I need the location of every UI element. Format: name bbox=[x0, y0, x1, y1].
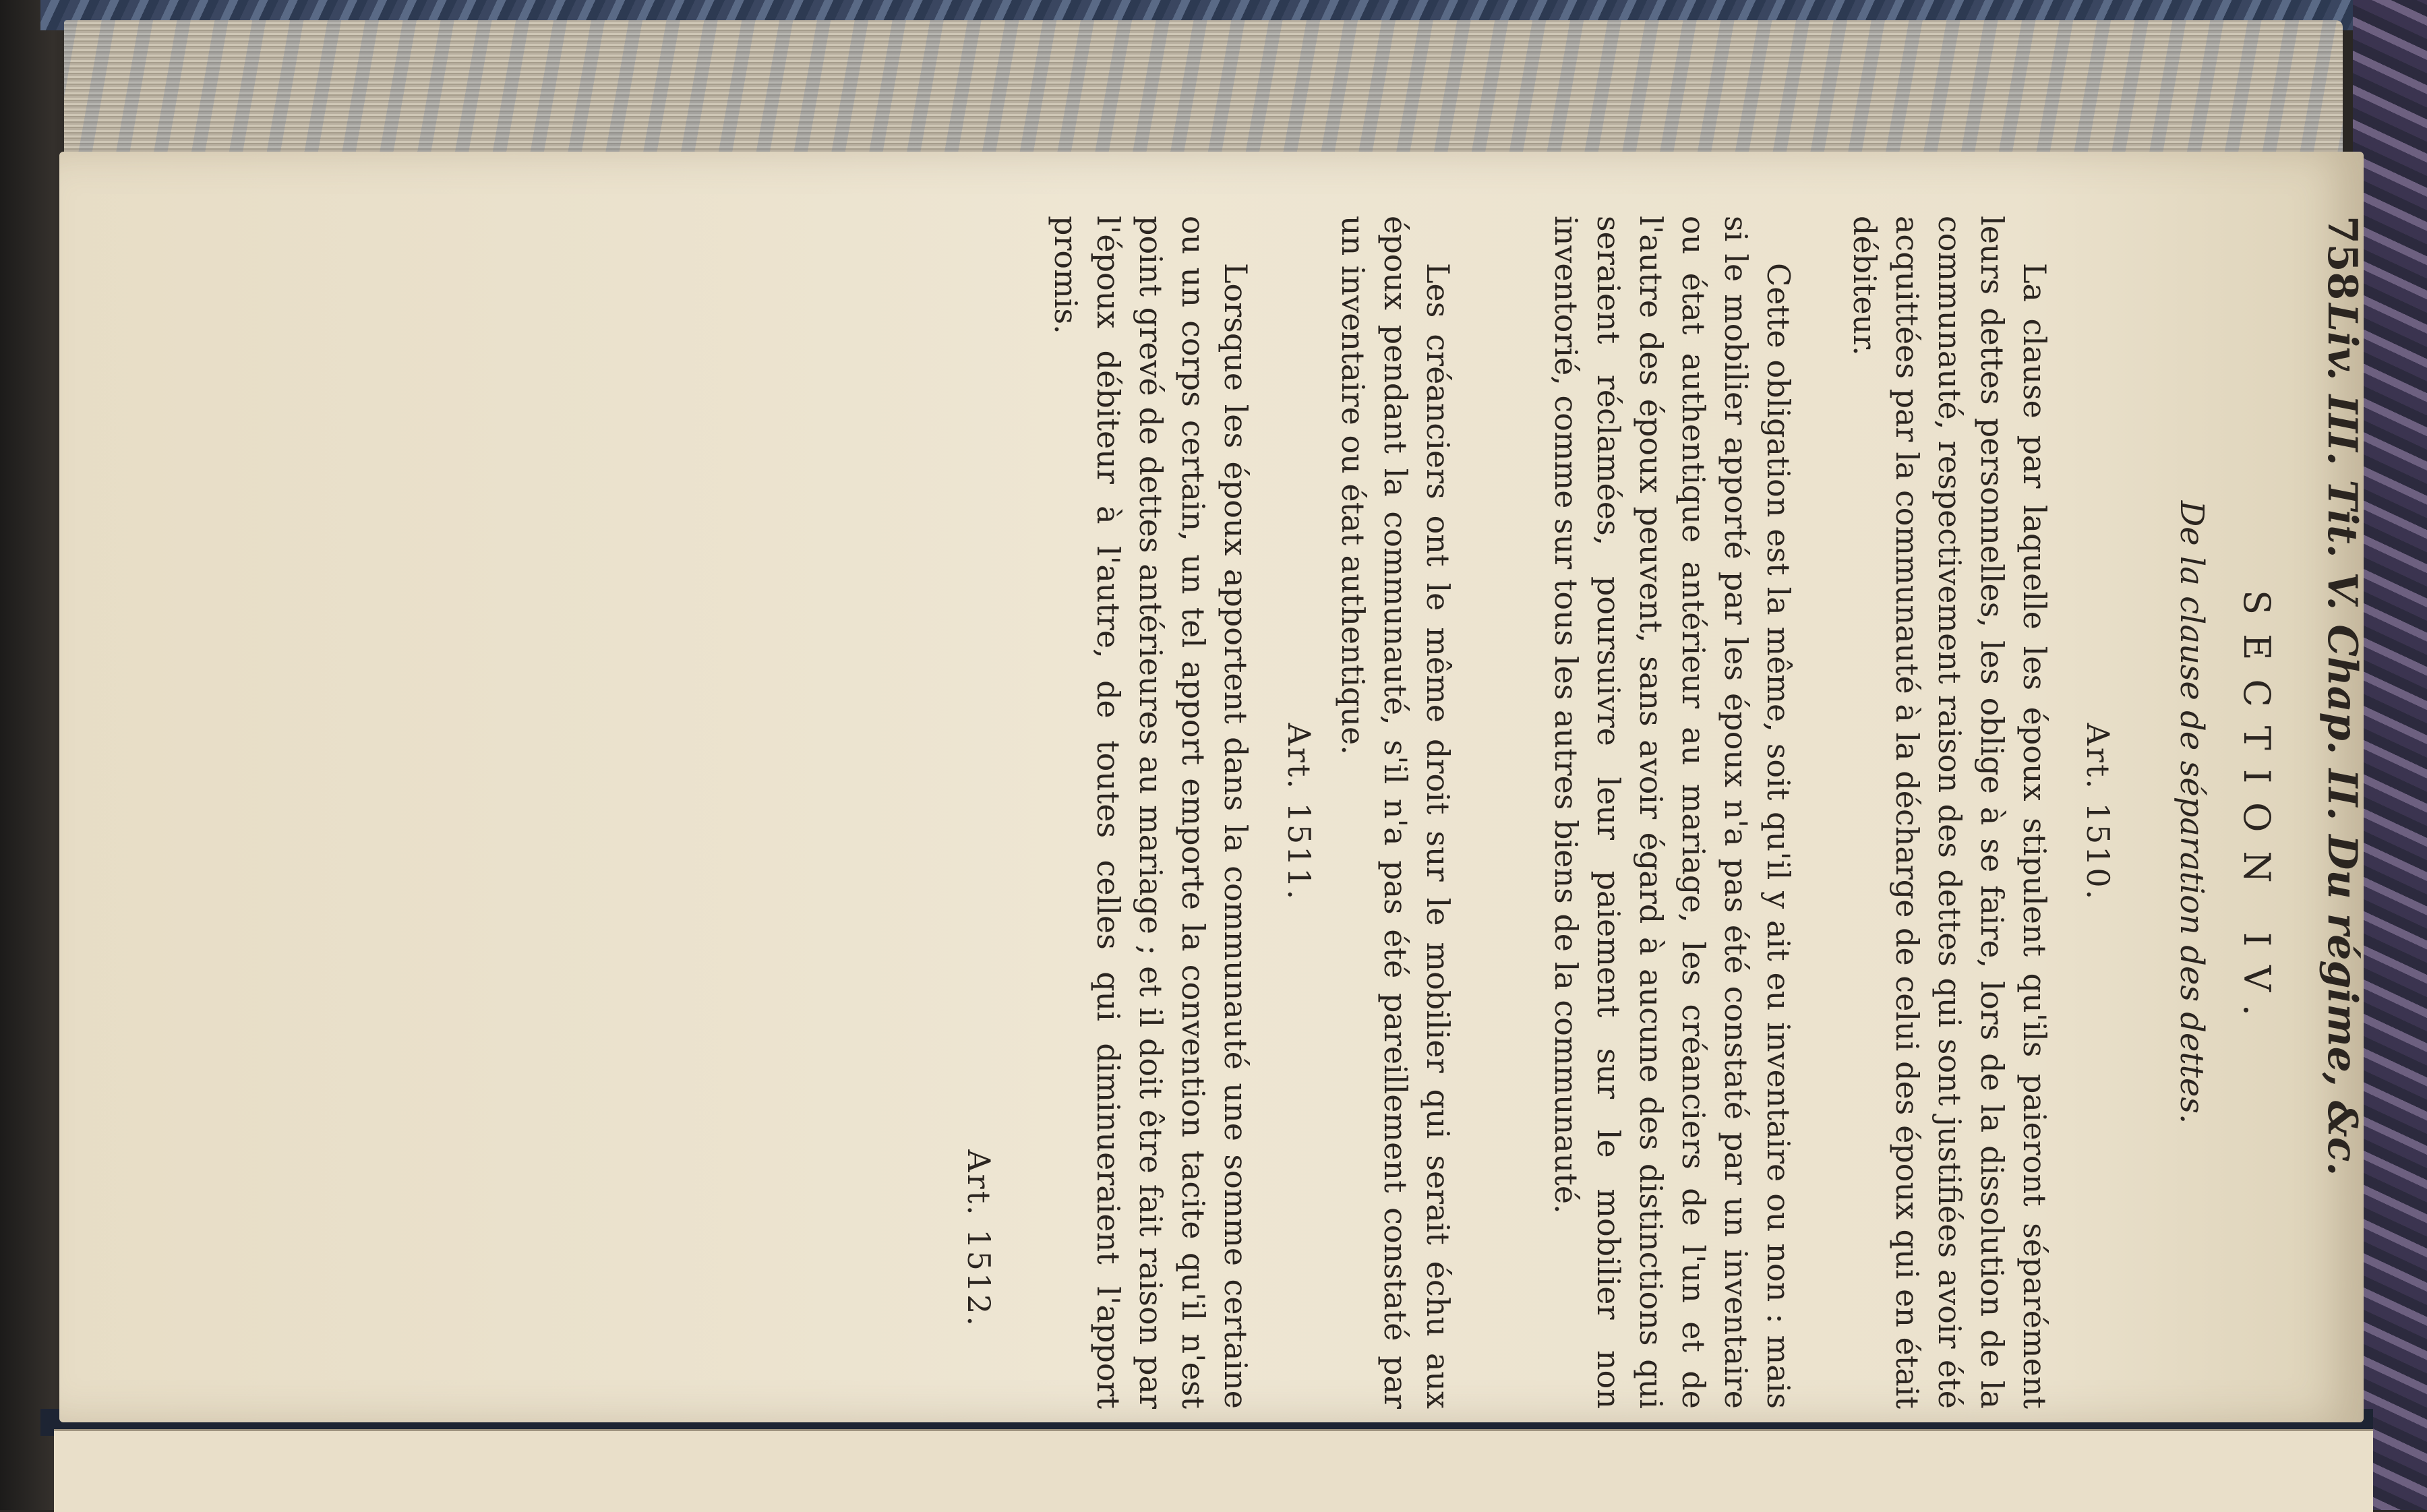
paragraph: Lorsque les époux apportent dans la communauté une somme certaine ou un corps certain, un tel apport emporte la convention tacite qu'il n'est point grevé de dettes antérieures au mariage ; et il doit être fait raison par l'époux débiteur à l'autre, de toutes celles qui diminueraient l'apport promis. bbox=[1048, 216, 1254, 1409]
paragraph: Cette obligation est la même, soit qu'il y ait eu inventaire ou non : mais si le mobilier apporté par les époux n'a pas été constaté par un inventaire ou état authentique antérieur au mariage, les créanciers de l'un et de l'autre des époux peuvent, sans avoir égard à aucune des distinctions qui seraient réclamées, poursuivre leur paiement sur le mobilier non inventorié, comme sur tous les autres biens de la communauté. bbox=[1548, 216, 1797, 1409]
facing-page-edge bbox=[54, 1429, 2373, 1512]
section-title: SECTION IV. bbox=[2236, 590, 2278, 1035]
page-header bbox=[2305, 216, 2366, 1409]
article-heading: Art. 1510. bbox=[2080, 723, 2116, 902]
section-subtitle: De la clause de séparation des dettes. bbox=[2173, 500, 2211, 1124]
page-edges-marbling bbox=[64, 20, 2343, 165]
running-head: Liv. III. Tit. V. Chap. II. Du régime, &c. bbox=[2318, 303, 2366, 1176]
paragraph: Les créanciers ont le même droit sur le mobilier qui serait échu aux époux pendant la communauté, s'il n'a pas été pareillement constaté par un inventaire ou état authentique. bbox=[1335, 216, 1456, 1409]
article-heading: Art. 1512. bbox=[961, 1149, 997, 1328]
page-number: 758 bbox=[2318, 216, 2366, 301]
page-text bbox=[61, 216, 2366, 1409]
paragraph: La clause par laquelle les époux stipulent qu'ils paieront séparément leurs dettes personnelles, les oblige à se faire, lors de la dissolution de la communauté, respectivement raison des dettes qui sont justifiées avoir été acquittées par la communauté à la décharge de celui des époux qui en était débiteur. bbox=[1847, 216, 2053, 1409]
article-heading: Art. 1511. bbox=[1281, 723, 1317, 902]
